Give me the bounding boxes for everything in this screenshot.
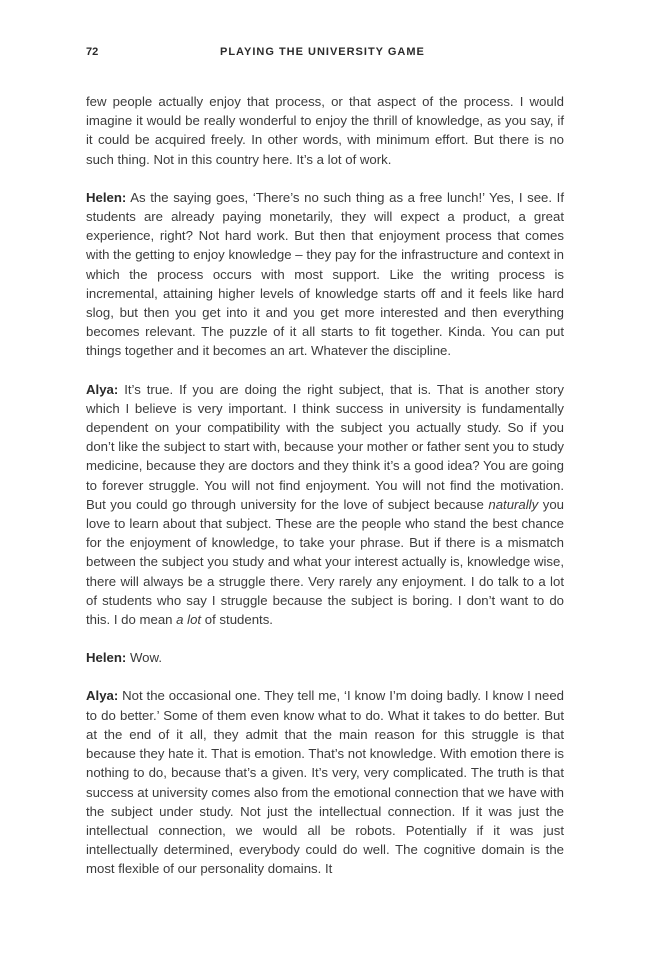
paragraph-text: you love to learn about that subject. These are the people who stand the best chance for the enjoyment of knowledge, to take your phrase. But if there is a mismatch between the subject you study and what your interest actually is, knowledge wise, there will always be a struggle there. Very rarely any enjoyment. I do talk to a lot of students who say I struggle because the subject is boring. I don’t want to do this. I do mean xyxy=(86,496,564,628)
paragraph-text: It’s true. If you are doing the right subject, that is. That is another story which I believe is very important. I think success in university is fundamentally dependent on your compatibility with the subject you actually study. So if you don’t like the subject to start with, because your mother or father sent you to study medicine, because they are doctors and they think it’s a good idea? You are going to forever struggle. You will not find enjoyment. You will not find the motivation. But you could go through university for the love of subject because xyxy=(86,381,564,512)
paragraph-2 xyxy=(86,188,564,361)
paragraph-text: of students. xyxy=(201,612,273,628)
speaker-label-alya: Alya: xyxy=(86,381,119,397)
speaker-label-helen: Helen: xyxy=(86,650,127,666)
paragraph-text: As the saying goes, ‘There’s no such thing as a free lunch!’ Yes, I see. If students are already paying monetarily, they will expect a product, a great experience, right? Not hard work. But then that enjoyment process that comes with the getting to enjoy knowledge – they pay for the infrastructure and context in which the process occurs with most support. Like the writing process is incremental, attaining higher levels of knowledge starts off and it feels like hard slog, but then you get into it and you get more interested and then everything becomes relevant. The puzzle of it all starts to fit together. Kinda. You can put things together and it becomes an art. Whatever the discipline. xyxy=(86,189,564,359)
paragraph-text: Not the occasional one. They tell me, ‘I know I’m doing badly. I know I need to do better.’ Some of them even know what to do. What it takes to do better. But at the end of it all, they admit that the main reason for this struggle is that because they hate it. That is emotion. That’s not knowledge. With emotion there is nothing to do, because that’s a given. It’s very, very complicated. The truth is that success at university comes also from the emotional connection that we have with the subject under study. Not just the intellectual connection. If it was just the intellectual connection, we would all be robots. Potentially if it was just intellectually determined, everybody could do well. The cognitive domain is the most flexible of our personality domains. It xyxy=(86,688,564,877)
italic-emphasis: naturally xyxy=(488,496,539,512)
speaker-label-helen: Helen: xyxy=(86,189,127,205)
paragraph-text: Wow. xyxy=(126,650,162,666)
running-head: PLAYING THE UNIVERSITY GAME xyxy=(220,46,425,58)
paragraph-1 xyxy=(86,92,564,169)
page-number: 72 xyxy=(86,46,99,58)
paragraph-3 xyxy=(86,380,564,630)
italic-emphasis: a lot xyxy=(176,612,202,628)
paragraph-text: few people actually enjoy that process, or that aspect of the process. I would imagine it would be really wonderful to enjoy the thrill of knowledge, as you say, if it could be acquired freely. In other words, with minimum effort. But there is no such thing. Not in this country here. It’s a lot of work. xyxy=(86,94,564,167)
paragraph-4 xyxy=(86,648,564,667)
body-text xyxy=(86,92,564,898)
paragraph-5 xyxy=(86,686,564,878)
speaker-label-alya: Alya: xyxy=(86,688,119,704)
